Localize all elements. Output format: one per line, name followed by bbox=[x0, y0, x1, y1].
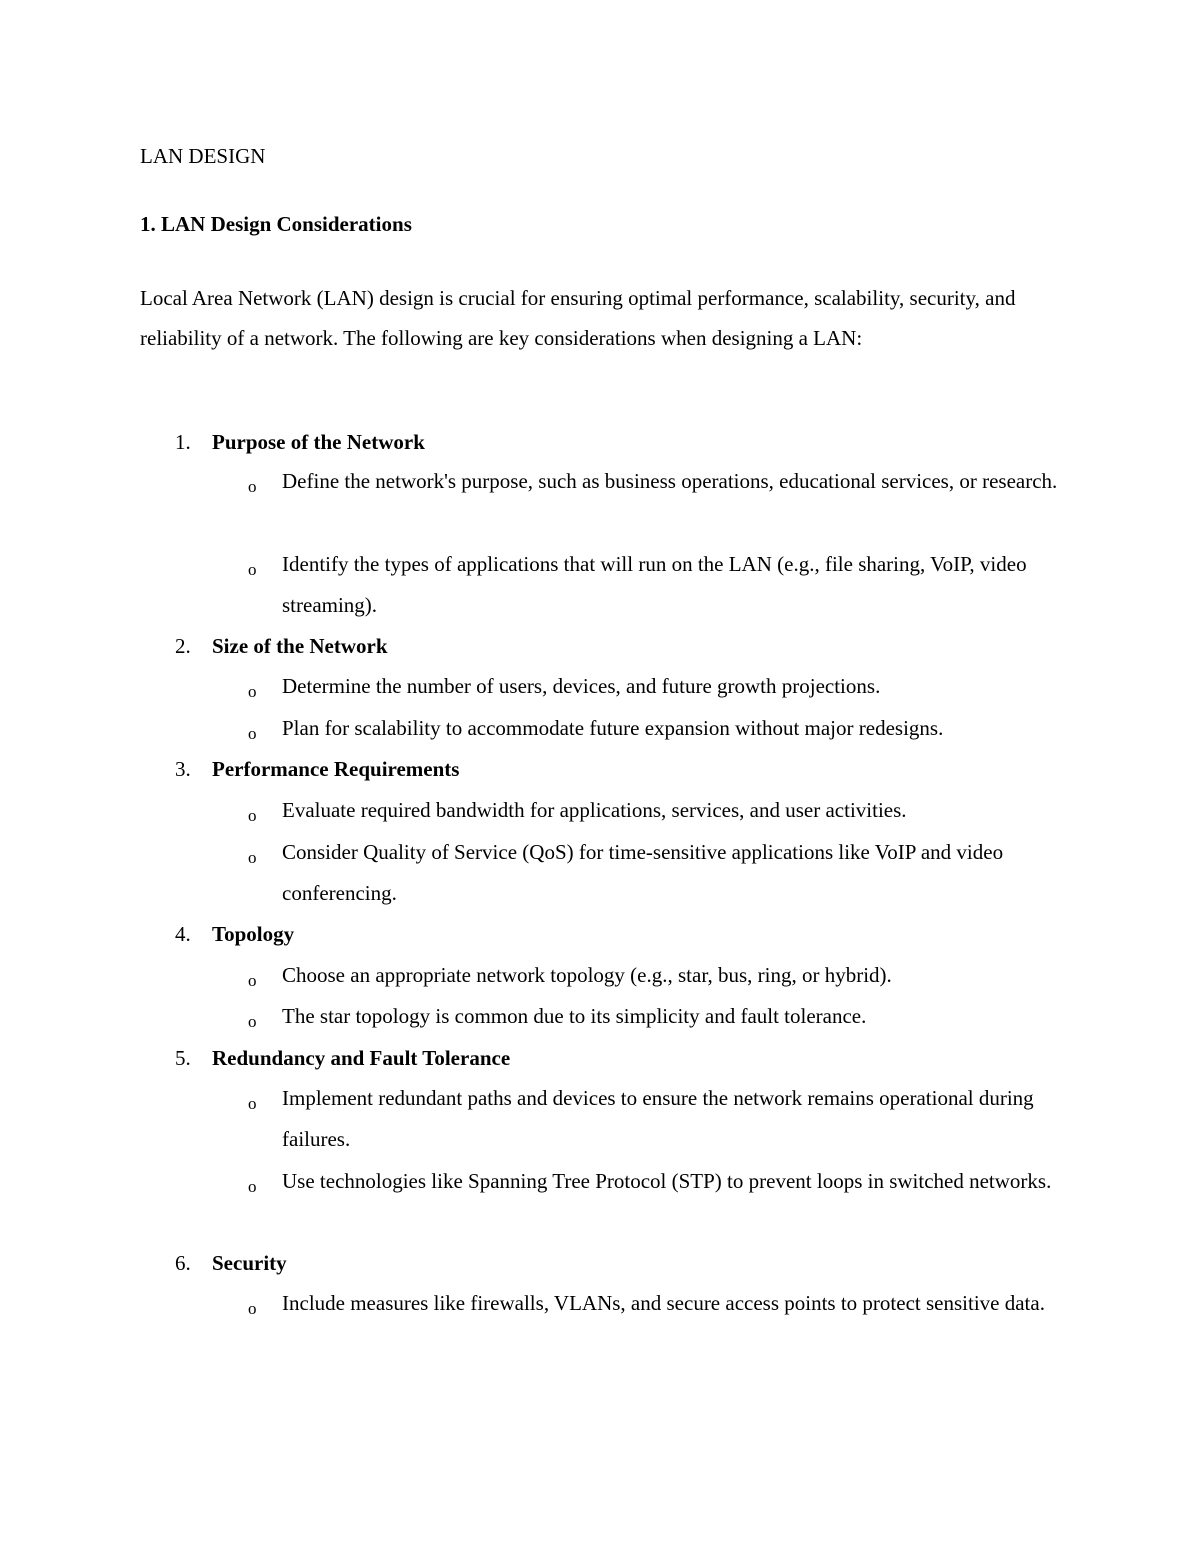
bullet-text: Define the network's purpose, such as business operations, educational services, or research. bbox=[282, 469, 1058, 493]
bullet-text: Choose an appropriate network topology (e.g., star, bus, ring, or hybrid). bbox=[282, 963, 892, 987]
list-item-title: Performance Requirements bbox=[212, 757, 460, 781]
bullet-text: Evaluate required bandwidth for applications, services, and user activities. bbox=[282, 798, 907, 822]
list-item-number: 2. bbox=[175, 634, 191, 658]
bullet-icon: o bbox=[248, 848, 257, 867]
list-item-number: 4. bbox=[175, 922, 191, 946]
bullet-icon: o bbox=[248, 806, 257, 825]
bullet-text: Determine the number of users, devices, and future growth projections. bbox=[282, 674, 881, 698]
list-item-number: 5. bbox=[175, 1046, 191, 1070]
bullet-text: Include measures like firewalls, VLANs, and secure access points to protect sensitive data. bbox=[282, 1291, 1045, 1315]
list-item-title: Topology bbox=[212, 922, 295, 946]
bullet-text: The star topology is common due to its simplicity and fault tolerance. bbox=[282, 1004, 867, 1028]
list-item-title: Purpose of the Network bbox=[212, 430, 425, 454]
list-item-number: 6. bbox=[175, 1251, 191, 1275]
bullet-icon: o bbox=[248, 1177, 257, 1196]
intro-paragraph: Local Area Network (LAN) design is crucial for ensuring optimal performance, scalability, security, and reliability of a network. The following are key considerations when designing a LAN: bbox=[140, 286, 1016, 350]
bullet-icon: o bbox=[248, 1012, 257, 1031]
bullet-text: Implement redundant paths and devices to ensure the network remains operational during failures. bbox=[282, 1086, 1034, 1151]
list-item-number: 1. bbox=[175, 430, 191, 454]
list-item-title: Redundancy and Fault Tolerance bbox=[212, 1046, 511, 1070]
bullet-icon: o bbox=[248, 682, 257, 701]
bullet-text: Plan for scalability to accommodate future expansion without major redesigns. bbox=[282, 716, 944, 740]
bullet-text: Identify the types of applications that will run on the LAN (e.g., file sharing, VoIP, video streaming). bbox=[282, 552, 1027, 617]
section-heading: 1. LAN Design Considerations bbox=[140, 212, 412, 236]
bullet-text: Consider Quality of Service (QoS) for time-sensitive applications like VoIP and video conferencing. bbox=[282, 840, 1004, 905]
bullet-icon: o bbox=[248, 971, 257, 990]
list-item-title: Size of the Network bbox=[212, 634, 388, 658]
list-item-number: 3. bbox=[175, 757, 191, 781]
document-title: LAN DESIGN bbox=[140, 144, 266, 168]
list-item-title: Security bbox=[212, 1251, 287, 1275]
bullet-icon: o bbox=[248, 724, 257, 743]
bullet-icon: o bbox=[248, 477, 257, 496]
bullet-text: Use technologies like Spanning Tree Protocol (STP) to prevent loops in switched networks. bbox=[282, 1169, 1052, 1193]
bullet-icon: o bbox=[248, 560, 257, 579]
bullet-icon: o bbox=[248, 1299, 257, 1318]
bullet-icon: o bbox=[248, 1094, 257, 1113]
